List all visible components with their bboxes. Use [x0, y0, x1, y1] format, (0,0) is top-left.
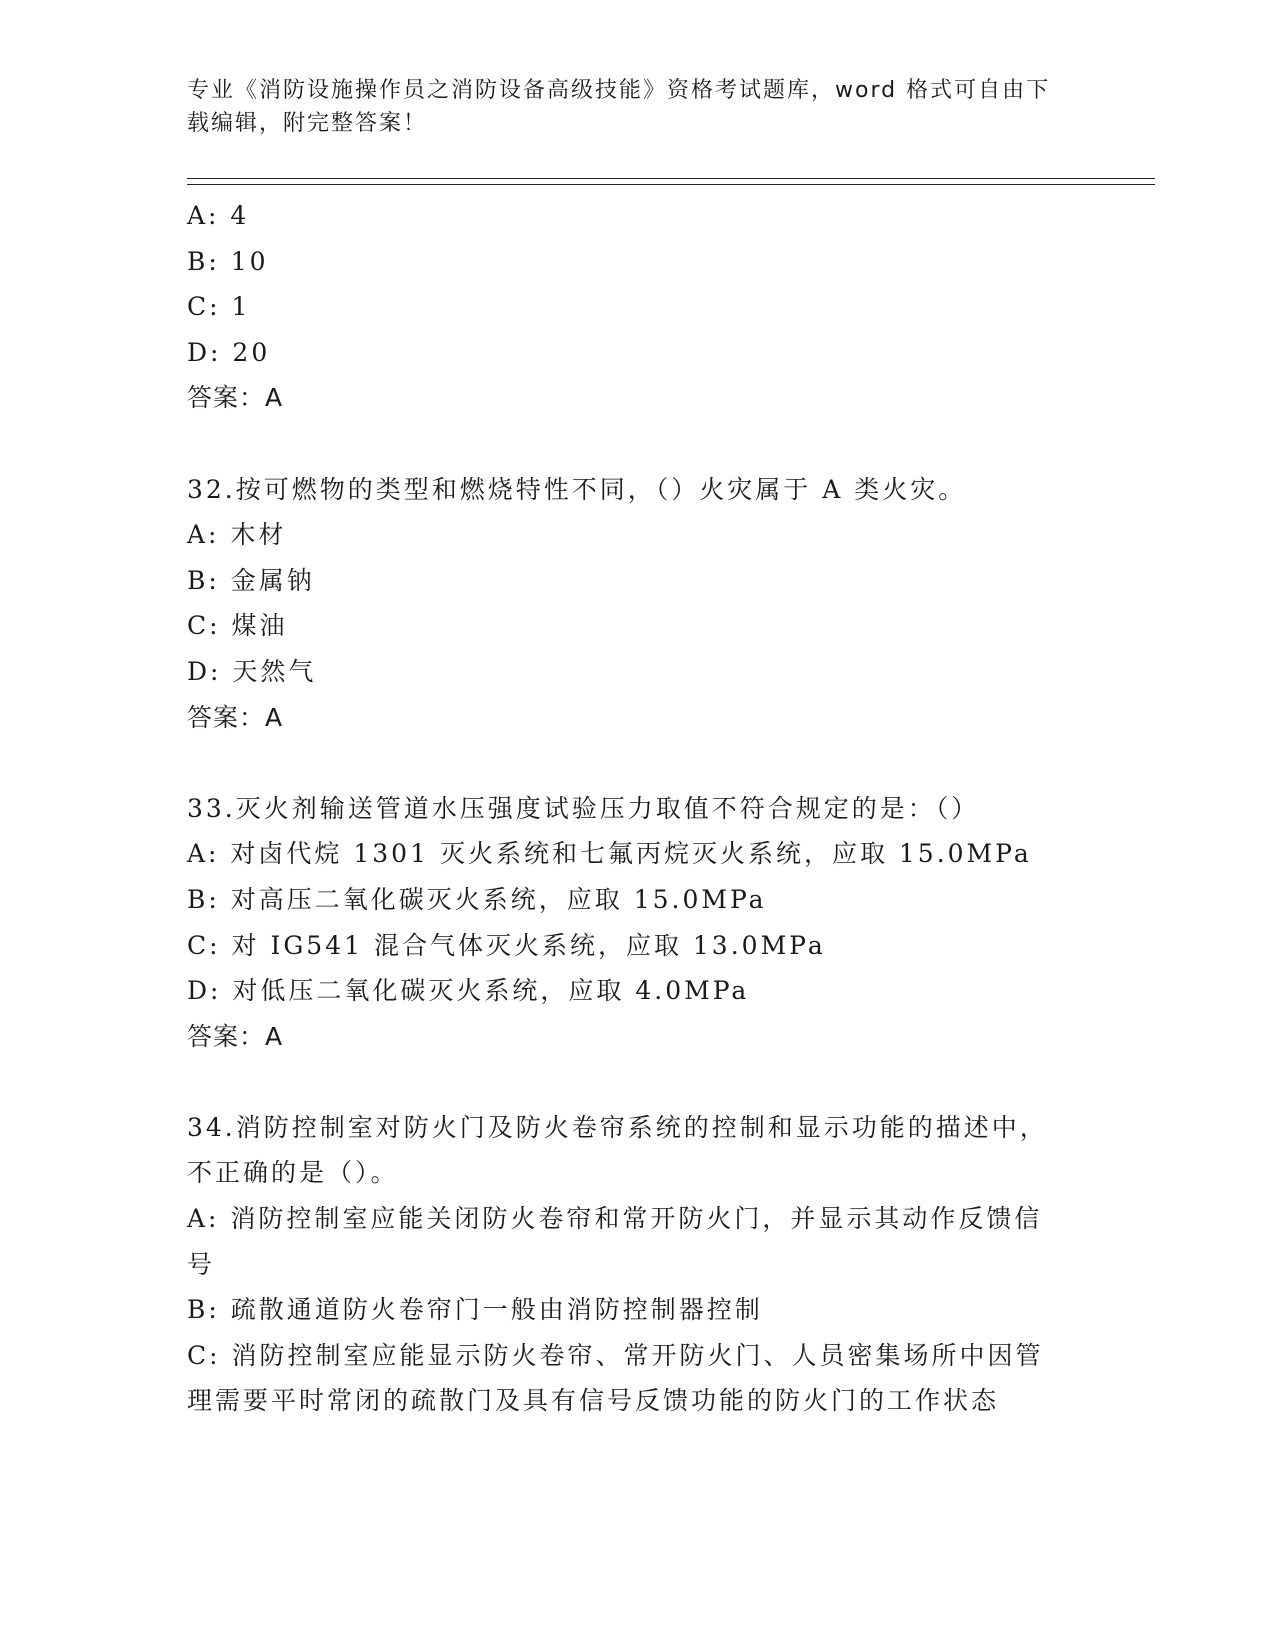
- option-b: B: 10: [187, 246, 269, 276]
- answer-line: 答案：A: [187, 1021, 284, 1051]
- option-b-line-1: B: 疏散通道防火卷帘门一般由消防控制器控制: [187, 1295, 763, 1325]
- option-c-line-2: 理需要平时常闭的疏散门及具有信号反馈功能的防火门的工作状态: [187, 1386, 1000, 1416]
- option-a: A: 4: [187, 201, 250, 230]
- option-a: A: 对卤代烷 1301 灭火系统和七氟丙烷灭火系统，应取 15.0MPa: [187, 839, 1032, 869]
- option-c: C: 煤油: [187, 611, 288, 641]
- option-a-line-2: 号: [187, 1249, 216, 1279]
- option-c: C: 对 IG541 混合气体灭火系统，应取 13.0MPa: [187, 930, 826, 960]
- option-a: A: 木材: [187, 520, 287, 550]
- spacer: [187, 1059, 1087, 1105]
- spacer: [187, 421, 1087, 467]
- question-stem: 33.灭火剂输送管道水压强度试验压力取值不符合规定的是：（）: [187, 793, 980, 823]
- option-d: D: 天然气: [187, 656, 317, 686]
- option-d: D: 20: [187, 337, 271, 367]
- question-stem-line-1: 34.消防控制室对防火门及防火卷帘系统的控制和显示功能的描述中，: [187, 1112, 1048, 1142]
- document-header: 专业《消防设施操作员之消防设备高级技能》资格考试题库，word 格式可自由下载编辑，附完整答案！: [187, 78, 1051, 136]
- option-a-line-1: A: 消防控制室应能关闭防火卷帘和常开防火门，并显示其动作反馈信: [187, 1204, 1043, 1234]
- header-divider-top: [187, 178, 1155, 179]
- question-stem-line-2: 不正确的是（）。: [187, 1158, 399, 1188]
- option-b: B: 金属钠: [187, 565, 315, 595]
- question-32: [187, 467, 1087, 741]
- option-b: B: 对高压二氧化碳灭火系统，应取 15.0MPa: [187, 884, 767, 914]
- question-33: [187, 786, 1087, 1060]
- option-d: D: 对低压二氧化碳灭火系统，应取 4.0MPa: [187, 976, 750, 1006]
- option-c-line-1: C: 消防控制室应能显示防火卷帘、常开防火门、人员密集场所中因管: [187, 1340, 1044, 1370]
- question-34: [187, 1105, 1087, 1424]
- question-stem: 32.按可燃物的类型和燃烧特性不同，（）火灾属于 A 类火灾。: [187, 474, 967, 504]
- answer-line: 答案：A: [187, 702, 284, 732]
- spacer: [187, 740, 1087, 786]
- answer-line: 答案：A: [187, 383, 284, 413]
- question-31-continued: [187, 193, 1087, 421]
- option-c: C: 1: [187, 292, 251, 322]
- question-list: [187, 193, 1087, 1424]
- header-divider-bottom: [187, 184, 1155, 185]
